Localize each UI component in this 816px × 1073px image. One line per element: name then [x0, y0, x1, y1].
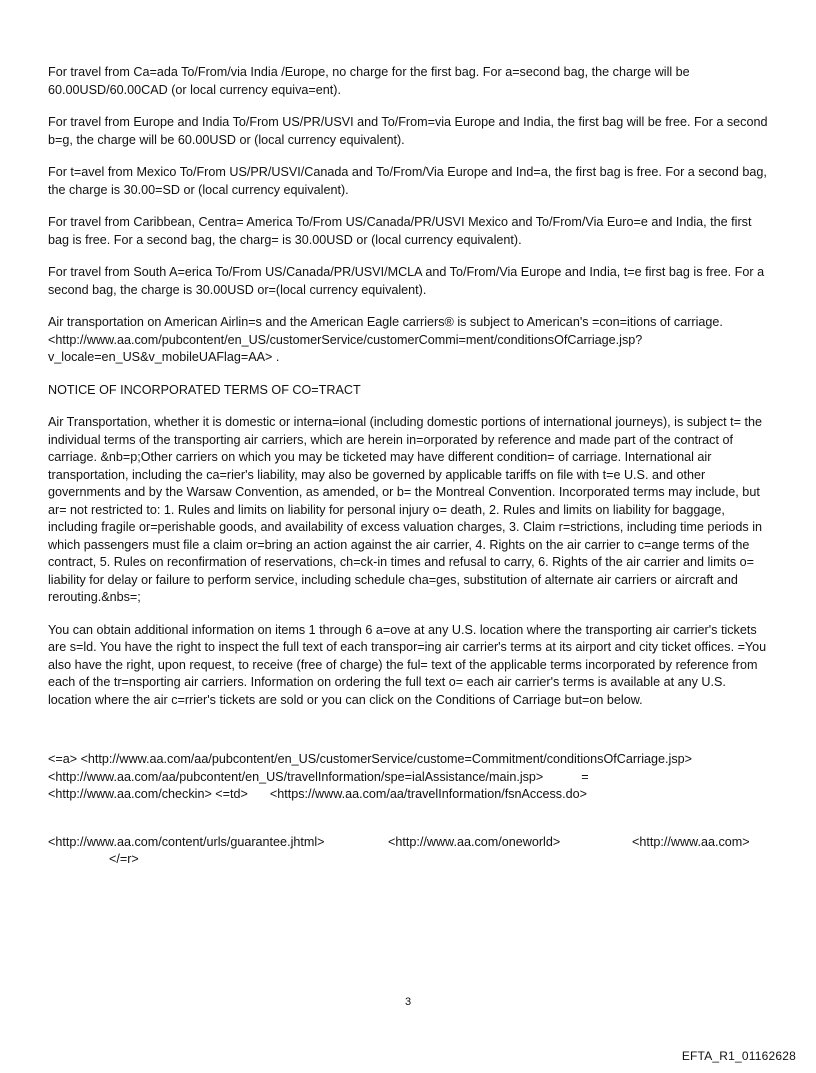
baggage-paragraph-mexico: For t=avel from Mexico To/From US/PR/USVI/Canada and To/From/Via Europe and Ind=a, the first bag is free. For a second bag, the charge is 30.00=SD or (local currency equivalent). [48, 165, 767, 197]
notice-heading: NOTICE OF INCORPORATED TERMS OF CO=TRACT [48, 382, 361, 397]
stray-equals-char: = [581, 769, 589, 784]
checkin-link[interactable]: <http://www.aa.com/checkin> <=td> [48, 787, 248, 801]
conditions-of-carriage-paragraph [48, 314, 772, 367]
document-id: EFTA_R1_01162628 [681, 1049, 796, 1063]
baggage-paragraph-south-america: For travel from South A=erica To/From US/Canada/PR/USVI/MCLA and To/From/Via Europe and India, t=e first bag is free. For a second bag, the charge is 30.00USD or=(local currency equivalent). [48, 265, 765, 297]
conditions-of-carriage-link[interactable]: <http://www.aa.com/pubcontent/en_US/customerService/customerCommi=ment/conditionsOfCarriage.jsp?v_locale=en_US&v_mobileUAFlag=AA> . [48, 332, 643, 364]
baggage-paragraph-europe-india: For travel from Europe and India To/From US/PR/USVI and To/From=via Europe and India, the first bag will be free. For a second b=g, the charge will be 60.00USD or (local currency equivalent). [48, 115, 768, 147]
fsn-access-link[interactable]: <https://www.aa.com/aa/travelInformation/fsnAccess.do> [269, 787, 587, 801]
baggage-paragraph-caribbean: For travel from Caribbean, Centra= America To/From US/Canada/PR/USVI Mexico and To/From/Via Euro=e and India, the first bag is free. For a second bag, the charg= is 30.00USD or (local currency equivalent). [48, 215, 752, 247]
footer-links [48, 751, 772, 869]
notice-body: Air Transportation, whether it is domestic or interna=ional (including domestic portions of international journeys), is subject t= the individual terms of the transporting air carriers, which are herein in=orporated by reference and made part of the contract of carriage. &nb=p;Other carriers on which you may be ticketed may have different condition= of carriage. International air transportation, including the ca=rier's liability, may also be governed by applicable tariffs on file with t=e U.S. and other governments and by the Warsaw Convention, as amended, or b= the Montreal Convention. Incorporated terms may include, but ar= not restricted to: 1. Rules and limits on liability for personal injury o= death, 2. Rules and limits on liability for baggage, including fragile or=perishable goods, and availability of excess valuation charges, 3. Claim r=strictions, including time periods in which passengers must file a claim or=bring an action against the air carrier, 4. Rights on the air carrier to c=ange terms of the contract, 5. Rules on reconfirmation of reservations, ch=ck-in times and refusal to carry, 6. Rights of the air carrier and limits o= liability for delay or failure to perform service, including schedule cha=ges, substitution of alternate air carriers or aircraft and rerouting.&nbs=; [48, 415, 763, 604]
guarantee-link[interactable]: <http://www.aa.com/content/urls/guarantee.jhtml> [48, 834, 325, 849]
secondary-links-row [48, 834, 772, 852]
conditions-link-line[interactable]: <=a> <http://www.aa.com/aa/pubcontent/en_US/customerService/custome=Commitment/conditionsOfCarriage.jsp> [48, 752, 693, 766]
conditions-of-carriage-text: Air transportation on American Airlin=s and the American Eagle carriers® is subject to American's =con=itions of carriage. [48, 315, 723, 329]
aa-home-link[interactable]: <http://www.aa.com> [632, 834, 750, 849]
baggage-paragraph-canada: For travel from Ca=ada To/From/via India /Europe, no charge for the first bag. For a=second bag, the charge will be 60.00USD/60.00CAD (or local currency equiva=ent). [48, 65, 690, 97]
oneworld-link[interactable]: <http://www.aa.com/oneworld> [388, 834, 561, 849]
closing-tag-fragment: </=r> [109, 852, 139, 866]
checkin-link-line [48, 786, 772, 804]
special-assistance-link-line [48, 769, 772, 787]
special-assistance-link[interactable]: <http://www.aa.com/aa/pubcontent/en_US/travelInformation/spe=ialAssistance/main.jsp> [48, 769, 544, 784]
page-number: 3 [404, 996, 412, 1008]
additional-info-paragraph: You can obtain additional information on items 1 through 6 a=ove at any U.S. location where the transporting air carrier's tickets are s=ld. You have the right to inspect the full text of each transpor=ing air carrier's terms at its airport and city ticket offices. =You also have the right, upon request, to receive (free of charge) the ful= text of the applicable terms incorporated by reference from each of the tr=nsporting air carriers. Information on ordering the full text o= each air carrier's terms is available at any U.S. location where the air c=rrier's tickets are sold or you can click on the Conditions of Carriage but=on below. [48, 622, 767, 707]
document-body [48, 64, 772, 869]
